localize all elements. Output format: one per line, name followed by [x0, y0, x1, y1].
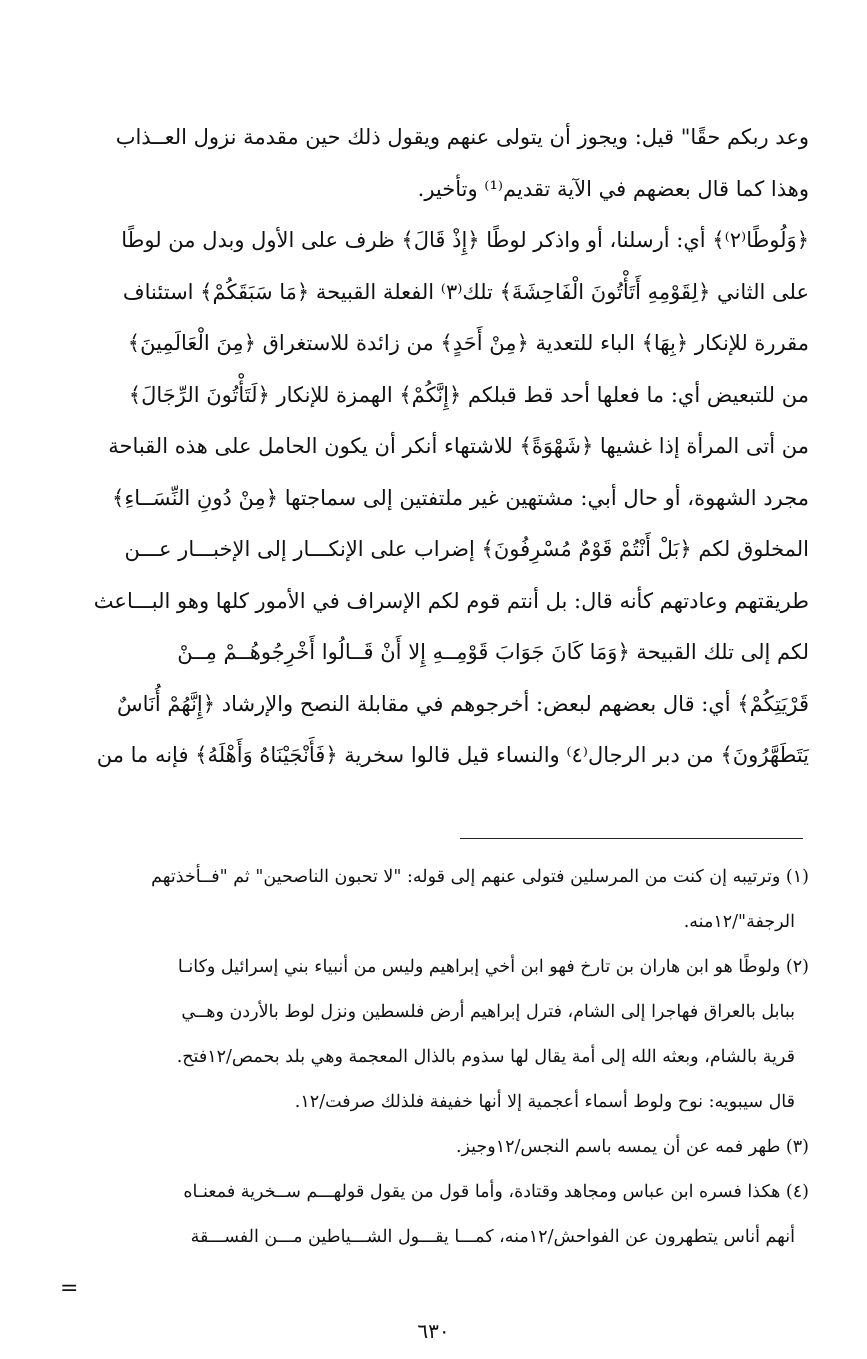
footnote-line: (٤) هكذا فسره ابن عباس ومجاهد وقتادة، وأما قول من يقول قولهـــم ســخرية فمعنـاه	[183, 1182, 809, 1202]
footnote-line: الرجفة"/١٢منه.	[683, 912, 795, 932]
footnote-divider	[460, 838, 803, 839]
main-text-line: لكم إلى تلك القبيحة ﴿وَمَا كَانَ جَوَابَ قَوْمِــهِ إِلا أَنْ قَــالُوا أَخْرِجُوهُــمْ مِــنْ	[177, 640, 809, 664]
footnote-line: قال سيبويه: نوح ولوط أسماء أعجمية إلا أنها خفيفة فلذلك صرفت/١٢.	[294, 1092, 795, 1112]
main-text-line: وهذا كما قال بعضهم في الآية تقديم⁽¹⁾ وتأخير.	[417, 176, 809, 201]
main-text-line: على الثاني ﴿لِقَوْمِهِ أَتَأْتُونَ الْفَاحِشَةَ﴾ تلك⁽٣⁾ الفعلة القبيحة ﴿مَا سَبَقَكُمْ﴾ استئناف	[122, 279, 809, 304]
main-text-line: من أتى المرأة إذا غشيها ﴿شَهْوَةً﴾ للاشتهاء أنكر أن يكون الحامل على هذه القباحة	[108, 434, 809, 458]
main-text-line: المخلوق لكم ﴿بَلْ أَنْتُمْ قَوْمٌ مُسْرِفُونَ﴾ إضراب على الإنكـــار إلى الإخبـــار عـــن	[124, 537, 809, 561]
footnote-line: أنهم أناس يتطهرون عن الفواحش/١٢منه، كمـــا يقـــول الشـــياطين مـــن الفســـقة	[190, 1227, 795, 1247]
main-text-line: مقررة للإنكار ﴿بِهَا﴾ الباء للتعدية ﴿مِنْ أَحَدٍ﴾ من زائدة للاستغراق ﴿مِنَ الْعَالَمِينَ﴾	[127, 331, 809, 355]
footnote-line: (٣) طهر فمه عن أن يمسه باسم النجس/١٢وجيز.	[455, 1137, 809, 1157]
main-text-line: مجرد الشهوة، أو حال أبي: مشتهين غير ملتفتين إلى سماجتها ﴿مِنْ دُونِ النِّسَــاءِ﴾	[112, 485, 809, 510]
main-text-line: وعد ربكم حقًا" قيل: ويجوز أن يتولى عنهم ويقول ذلك حين مقدمة نزول العــذاب	[115, 125, 809, 149]
footnote-line: قرية بالشام، وبعثه الله إلى أمة يقال لها سذوم بالذال المعجمة وهي بلد بحمص/١٢فتح.	[176, 1047, 795, 1067]
main-text-line: يَتَطَهَّرُونَ﴾ من دبر الرجال⁽٤⁾ والنساء قيل قالوا سخرية ﴿فَأَنْجَيْنَاهُ وَأَهْلَهُ﴾ فإنه ما من	[96, 743, 809, 767]
main-text-line: ﴿وَلُوطًا⁽٢⁾﴾ أي: أرسلنا، أو واذكر لوطًا ﴿إِذْ قَالَ﴾ ظرف على الأول وبدل من لوطًا	[121, 228, 809, 252]
footnote-continuation-mark: =	[60, 1276, 79, 1301]
main-text-line: قَرْيَتِكُمْ﴾ أي: قال بعضهم لبعض: أخرجوهم في مقابلة النصح والإرشاد ﴿إِنَّهُمْ أُنَاسٌ	[117, 691, 809, 716]
footnote-line: (١) وترتيبه إن كنت من المرسلين فتولى عنهم إلى قوله: "لا تحبون الناصحين" ثم "فــأخذتهم	[151, 867, 809, 887]
footnote-line: ببابل بالعراق فهاجرا إلى الشام، فترل إبراهيم أرض فلسطين ونزل لوط بالأردن وهــي	[181, 1002, 795, 1022]
page-number: ٦٣٠	[417, 1319, 450, 1343]
main-text-line: طريقتهم وعادتهم كأنه قال: بل أنتم قوم لكم الإسراف في الأمور كلها وهو البـــاعث	[93, 588, 809, 613]
footnotes-block	[52, 855, 809, 1260]
main-text-block	[52, 112, 809, 782]
main-text-line: من للتبعيض أي: ما فعلها أحد قط قبلكم ﴿إِنَّكُمْ﴾ الهمزة للإنكار ﴿لَتَأْتُونَ الرِّجَالَ﴾	[128, 382, 809, 407]
footnote-line: (٢) ولوطًا هو ابن هاران بن تارخ فهو ابن أخي إبراهيم وليس من أنبياء بني إسرائيل وكانـا	[177, 957, 809, 977]
